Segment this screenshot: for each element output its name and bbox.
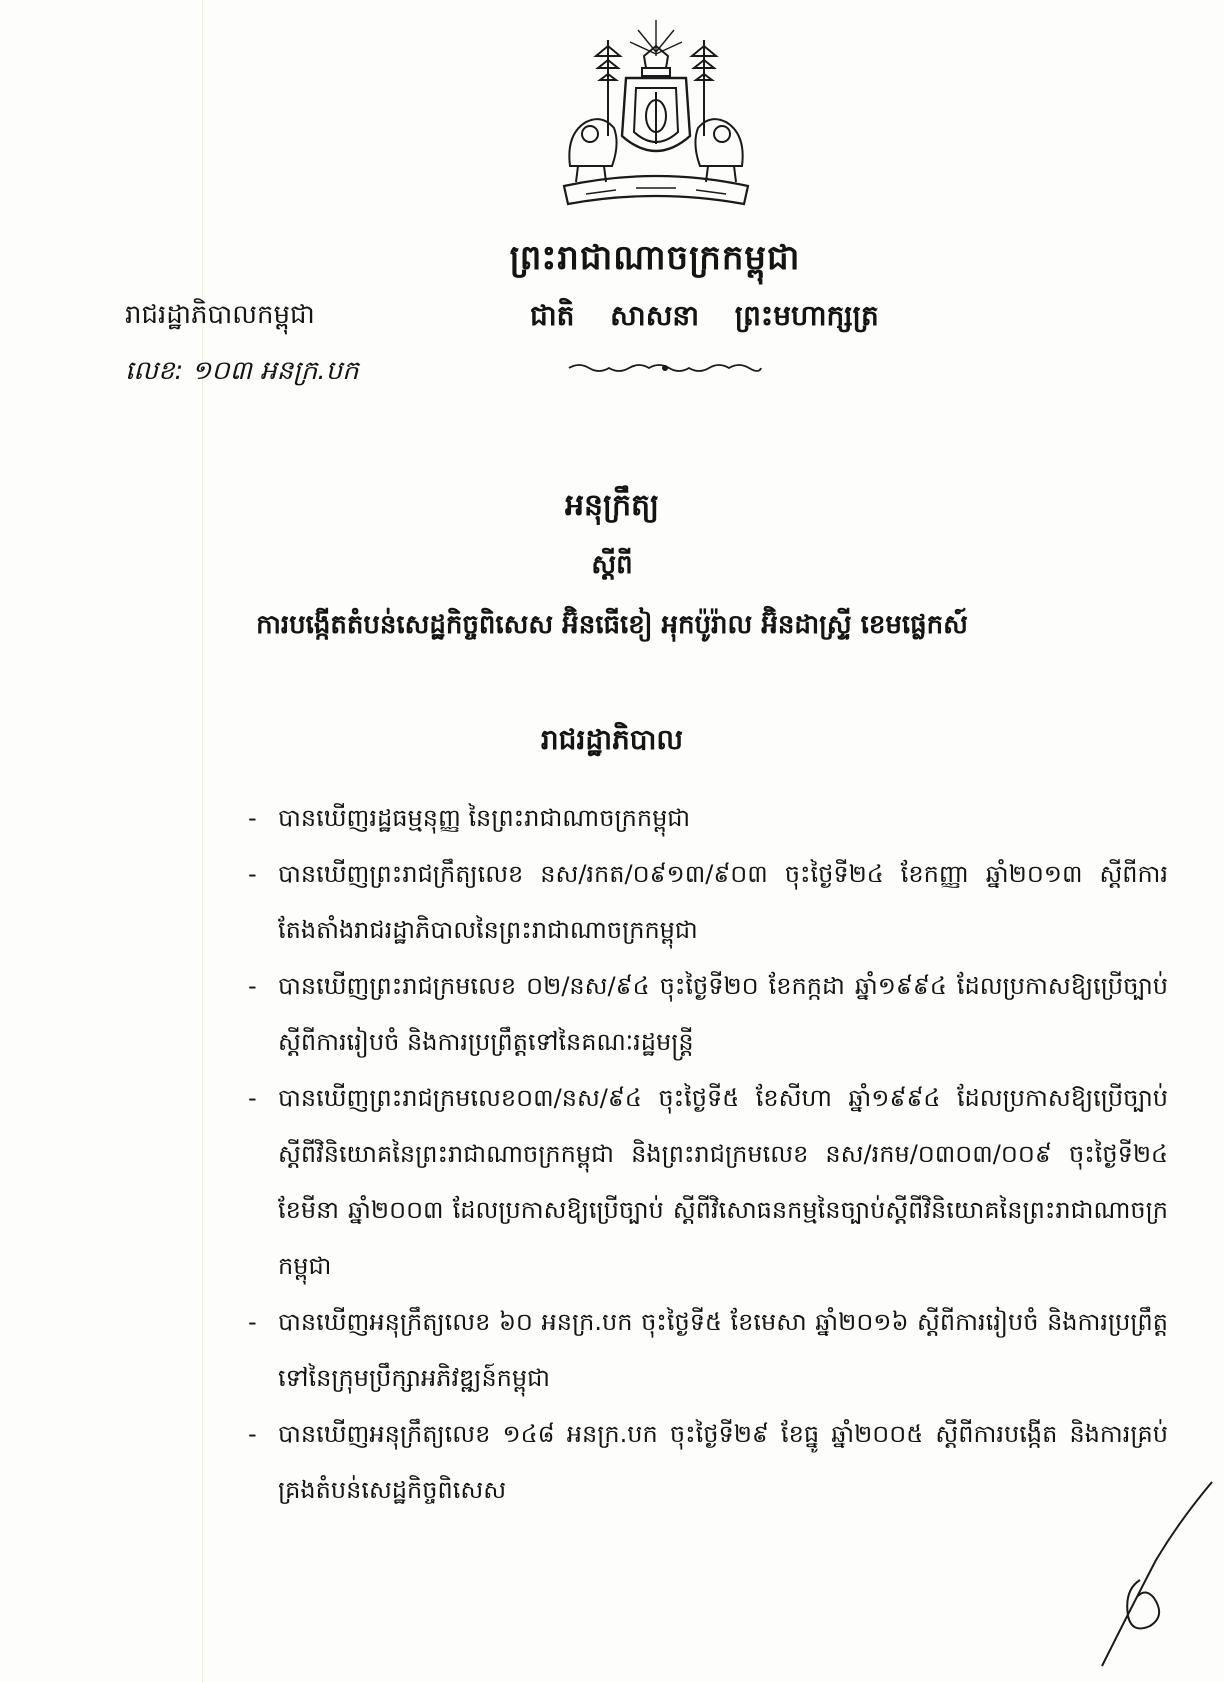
bullet-dash: - bbox=[248, 972, 257, 1000]
bullet-dash: - bbox=[248, 1084, 257, 1112]
handwritten-initial-icon bbox=[1080, 1470, 1220, 1670]
preamble-item: - បានឃើញអនុក្រឹត្យលេខ ១៤៨ អនក្រ.បក ចុះថ្ងៃទី២៩ ខែធ្នូ ឆ្នាំ២០០៥ ស្តីពីការបង្កើត និងការគ្រប់គ្រងតំបន់សេដ្ឋកិច្ចពិសេស bbox=[238, 1406, 1168, 1518]
national-motto: ជាតិ សាសនា ព្រះមហាក្សត្រ bbox=[530, 299, 879, 332]
bullet-dash: - bbox=[248, 1420, 257, 1448]
scan-artifact-line bbox=[202, 0, 203, 1682]
ornament-divider-icon bbox=[565, 360, 765, 376]
body-heading: រាជរដ្ឋាភិបាល bbox=[540, 723, 684, 756]
preamble-item: - បានឃើញព្រះរាជក្រមលេខ ០២/នស/៩៤ ចុះថ្ងៃទី២០ ខែកក្កដា ឆ្នាំ១៩៩៤ ដែលប្រកាសឱ្យប្រើច្បាប់ស្តីពីការរៀបចំ និងការប្រព្រឹត្តទៅនៃគណៈរដ្ឋមន្ត្រី bbox=[238, 958, 1168, 1070]
preamble-item: - បានឃើញព្រះរាជក្រមលេខ០៣/នស/៩៤ ចុះថ្ងៃទី៥ ខែសីហា ឆ្នាំ១៩៩៤ ដែលប្រកាសឱ្យប្រើច្បាប់ស្តីពីវិនិយោគនៃព្រះរាជាណាចក្រកម្ពុជា និងព្រះរាជក្រមលេខ នស/រកម/០៣០៣/០០៩ ចុះថ្ងៃទី២៤ ខែមីនា ឆ្នាំ២០០៣ ដែលប្រកាសឱ្យប្រើច្បាប់ ស្តីពីវិសោធនកម្មនៃច្បាប់ស្តីពីវិនិយោគនៃព្រះរាជាណាចក្រកម្ពុជា bbox=[238, 1070, 1168, 1294]
preamble-item: - បានឃើញរដ្ឋធម្មនុញ្ញ នៃព្រះរាជាណាចក្រកម្ពុជា bbox=[238, 790, 1168, 846]
royal-coat-of-arms-icon bbox=[556, 16, 756, 210]
preamble-item: - បានឃើញអនុក្រឹត្យលេខ ៦០ អនក្រ.បក ចុះថ្ងៃទី៥ ខែមេសា ឆ្នាំ២០១៦ ស្តីពីការរៀបចំ និងការប្រព្រឹត្តទៅនៃក្រុមប្រឹក្សាអភិវឌ្ឍន៍កម្ពុជា bbox=[238, 1294, 1168, 1406]
kingdom-title: ព្រះរាជាណាចក្រកម្ពុជា bbox=[509, 238, 801, 278]
subject-label: ស្តីពី bbox=[591, 550, 633, 580]
preamble-list bbox=[238, 790, 1168, 1518]
reference-number: លេខ: ១០៣ អនក្រ.បក bbox=[125, 356, 359, 386]
subject-title: ការបង្កើតតំបន់សេដ្ឋកិច្ចពិសេស អ៊ិនធើខៀ អុកប៉ូរ៉ាល អ៊ិនដាស្ទ្រី ខេមផ្លេកស៍ bbox=[256, 610, 968, 640]
bullet-dash: - bbox=[248, 804, 257, 832]
bullet-dash: - bbox=[248, 860, 257, 888]
bullet-dash: - bbox=[248, 1308, 257, 1336]
document-type-heading: អនុក្រឹត្យ bbox=[564, 488, 660, 523]
government-label: រាជរដ្ឋាភិបាលកម្ពុជា bbox=[125, 300, 315, 330]
preamble-item: - បានឃើញព្រះរាជក្រឹត្យលេខ នស/រកត/០៩១៣/៩០៣ ចុះថ្ងៃទី២៤ ខែកញ្ញា ឆ្នាំ២០១៣ ស្តីពីការតែងតាំងរាជរដ្ឋាភិបាលនៃព្រះរាជាណាចក្រកម្ពុជា bbox=[238, 846, 1168, 958]
